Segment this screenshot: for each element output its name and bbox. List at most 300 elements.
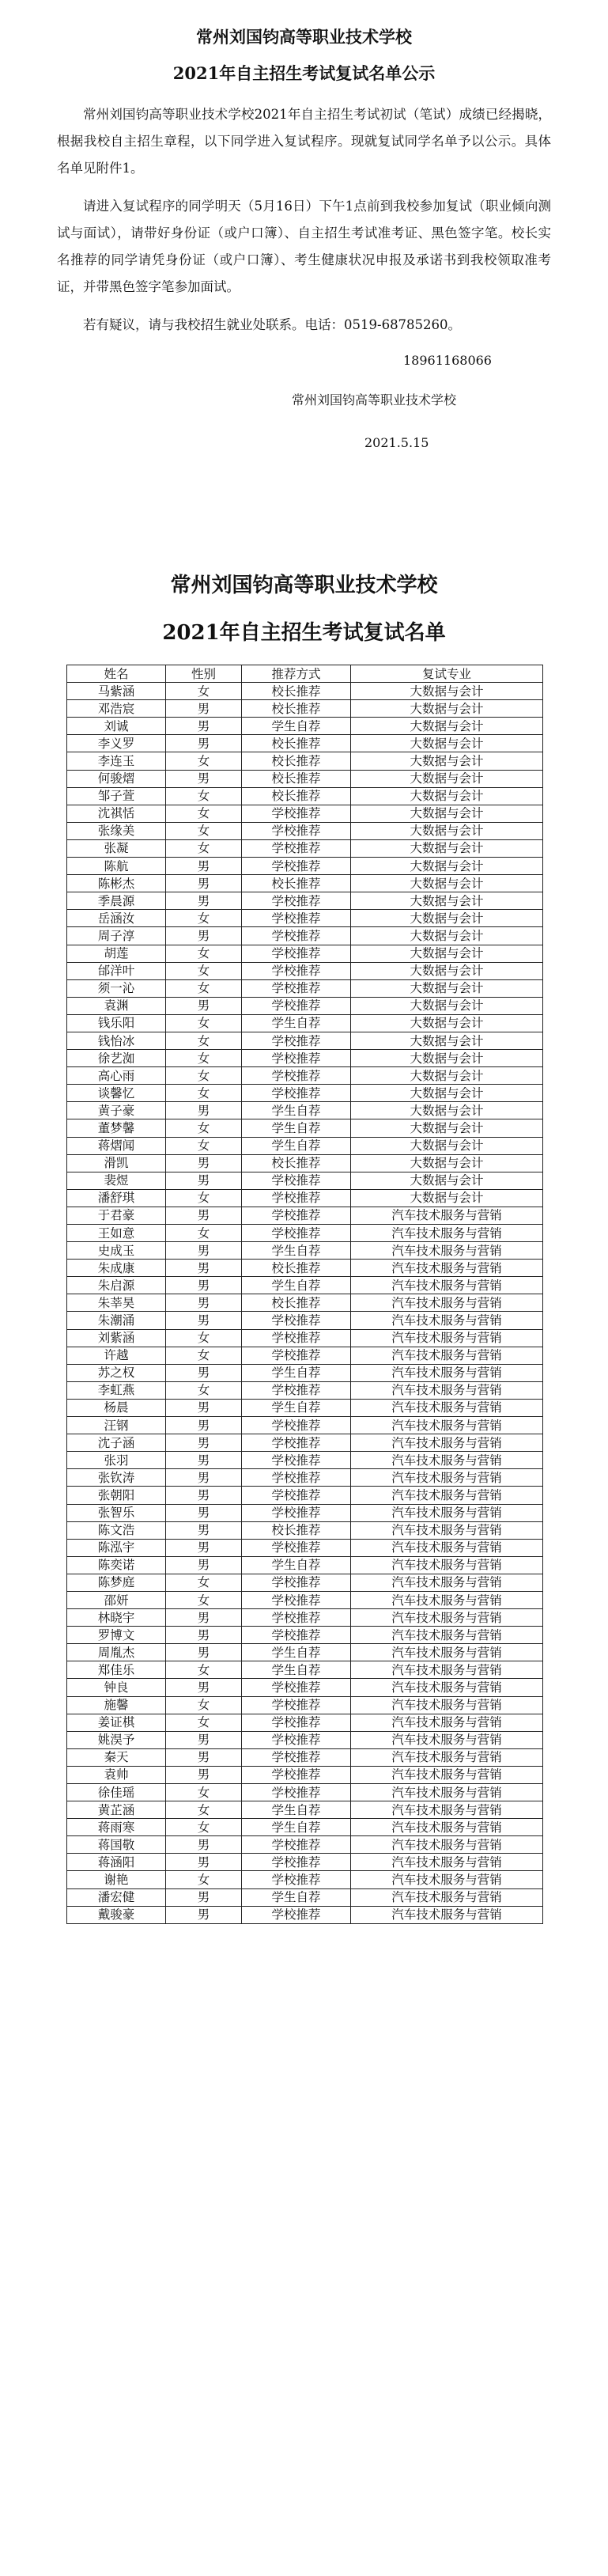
cell-recommendation: 学生自荐 xyxy=(242,1119,351,1137)
cell-gender: 男 xyxy=(166,1469,242,1487)
roster-table xyxy=(66,665,543,1924)
table-row xyxy=(67,1766,543,1783)
cell-name: 张智乐 xyxy=(67,1504,166,1521)
list-heading xyxy=(57,568,551,650)
cell-recommendation: 学校推荐 xyxy=(242,1085,351,1102)
cell-recommendation: 学校推荐 xyxy=(242,1504,351,1521)
cell-gender: 女 xyxy=(166,683,242,700)
notice-section xyxy=(57,24,551,457)
cell-recommendation: 校长推荐 xyxy=(242,735,351,752)
table-row xyxy=(67,1679,543,1696)
table-row xyxy=(67,1854,543,1871)
cell-major: 汽车技术服务与营销 xyxy=(351,1731,543,1748)
cell-major: 汽车技术服务与营销 xyxy=(351,1801,543,1819)
table-row xyxy=(67,1556,543,1574)
table-row xyxy=(67,1627,543,1644)
table-row xyxy=(67,979,543,997)
cell-recommendation: 学校推荐 xyxy=(242,1574,351,1591)
cell-name: 汪钢 xyxy=(67,1417,166,1434)
cell-major: 汽车技术服务与营销 xyxy=(351,1854,543,1871)
cell-name: 陈彬杰 xyxy=(67,875,166,892)
cell-major: 汽车技术服务与营销 xyxy=(351,1381,543,1399)
cell-gender: 男 xyxy=(166,927,242,945)
table-row xyxy=(67,1836,543,1854)
cell-name: 蒋国敬 xyxy=(67,1836,166,1854)
cell-name: 须一沁 xyxy=(67,979,166,997)
cell-gender: 女 xyxy=(166,1714,242,1731)
cell-major: 汽车技术服务与营销 xyxy=(351,1609,543,1627)
cell-major: 汽车技术服务与营销 xyxy=(351,1627,543,1644)
notice-date: 2021.5.15 xyxy=(364,435,429,450)
table-row xyxy=(67,1102,543,1119)
cell-major: 汽车技术服务与营销 xyxy=(351,1277,543,1294)
cell-name: 罗博文 xyxy=(67,1627,166,1644)
cell-name: 张朝阳 xyxy=(67,1487,166,1504)
cell-name: 邓浩宸 xyxy=(67,700,166,718)
cell-major: 大数据与会计 xyxy=(351,752,543,770)
cell-name: 许越 xyxy=(67,1347,166,1364)
cell-gender: 女 xyxy=(166,805,242,822)
cell-gender: 女 xyxy=(166,1014,242,1032)
cell-name: 马紫涵 xyxy=(67,683,166,700)
cell-gender: 男 xyxy=(166,1102,242,1119)
table-row xyxy=(67,1050,543,1067)
cell-name: 林晓宇 xyxy=(67,1609,166,1627)
header-name: 姓名 xyxy=(67,665,166,683)
table-row xyxy=(67,1067,543,1085)
table-row xyxy=(67,1364,543,1381)
cell-major: 汽车技术服务与营销 xyxy=(351,1574,543,1591)
table-row xyxy=(67,822,543,839)
notice-paragraph-3: 若有疑议，请与我校招生就业处联系。电话：0519-68785260。 xyxy=(83,317,462,332)
cell-gender: 女 xyxy=(166,910,242,927)
table-row xyxy=(67,1696,543,1714)
table-row xyxy=(67,1225,543,1242)
cell-name: 周胤杰 xyxy=(67,1644,166,1661)
cell-gender: 女 xyxy=(166,1329,242,1347)
cell-major: 汽车技术服务与营销 xyxy=(351,1347,543,1364)
table-row xyxy=(67,962,543,979)
cell-name: 朱莘昊 xyxy=(67,1294,166,1312)
cell-recommendation: 学校推荐 xyxy=(242,1836,351,1854)
table-row xyxy=(67,1277,543,1294)
cell-recommendation: 学校推荐 xyxy=(242,1591,351,1608)
table-row xyxy=(67,1714,543,1731)
cell-recommendation: 校长推荐 xyxy=(242,787,351,805)
cell-name: 钱怡冰 xyxy=(67,1032,166,1049)
cell-major: 大数据与会计 xyxy=(351,1154,543,1172)
cell-name: 朱启源 xyxy=(67,1277,166,1294)
table-row xyxy=(67,1888,543,1906)
table-row xyxy=(67,1207,543,1224)
cell-recommendation: 学校推荐 xyxy=(242,1714,351,1731)
cell-major: 汽车技术服务与营销 xyxy=(351,1207,543,1224)
cell-recommendation: 学生自荐 xyxy=(242,1819,351,1836)
table-row xyxy=(67,1661,543,1679)
cell-gender: 女 xyxy=(166,1574,242,1591)
table-row xyxy=(67,1644,543,1661)
cell-name: 周子淳 xyxy=(67,927,166,945)
cell-name: 李虹燕 xyxy=(67,1381,166,1399)
cell-major: 汽车技术服务与营销 xyxy=(351,1679,543,1696)
cell-major: 大数据与会计 xyxy=(351,945,543,962)
cell-recommendation: 学生自荐 xyxy=(242,1014,351,1032)
notice-paragraph-1: 常州刘国钧高等职业技术学校2021年自主招生考试初试（笔试）成绩已经揭晓，根据我校自主招生章程，以下同学进入复试程序。现就复试同学名单予以公示。具体名单见附件1。 xyxy=(57,107,551,176)
cell-major: 大数据与会计 xyxy=(351,1137,543,1154)
cell-recommendation: 校长推荐 xyxy=(242,700,351,718)
cell-recommendation: 学生自荐 xyxy=(242,1137,351,1154)
cell-major: 汽车技术服务与营销 xyxy=(351,1539,543,1556)
cell-name: 朱成康 xyxy=(67,1260,166,1277)
cell-recommendation: 学校推荐 xyxy=(242,1207,351,1224)
cell-name: 张钦涛 xyxy=(67,1469,166,1487)
cell-gender: 女 xyxy=(166,1871,242,1888)
cell-gender: 女 xyxy=(166,822,242,839)
cell-recommendation: 学校推荐 xyxy=(242,858,351,875)
table-row xyxy=(67,700,543,718)
cell-name: 钱乐阳 xyxy=(67,1014,166,1032)
cell-gender: 女 xyxy=(166,1050,242,1067)
cell-name: 岳涵汝 xyxy=(67,910,166,927)
cell-gender: 女 xyxy=(166,839,242,857)
cell-name: 滑凯 xyxy=(67,1154,166,1172)
cell-gender: 男 xyxy=(166,1434,242,1452)
cell-major: 大数据与会计 xyxy=(351,892,543,910)
cell-major: 汽车技术服务与营销 xyxy=(351,1260,543,1277)
cell-name: 刘紫涵 xyxy=(67,1329,166,1347)
cell-recommendation: 学生自荐 xyxy=(242,1888,351,1906)
cell-name: 李连玉 xyxy=(67,752,166,770)
cell-gender: 男 xyxy=(166,1854,242,1871)
cell-name: 邵妍 xyxy=(67,1591,166,1608)
cell-gender: 男 xyxy=(166,718,242,735)
cell-recommendation: 学校推荐 xyxy=(242,1871,351,1888)
table-row xyxy=(67,1347,543,1364)
cell-major: 大数据与会计 xyxy=(351,962,543,979)
cell-recommendation: 学生自荐 xyxy=(242,1277,351,1294)
cell-gender: 男 xyxy=(166,1731,242,1748)
table-row xyxy=(67,1731,543,1748)
cell-major: 汽车技术服务与营销 xyxy=(351,1906,543,1923)
cell-recommendation: 学生自荐 xyxy=(242,1801,351,1819)
cell-gender: 男 xyxy=(166,1556,242,1574)
cell-gender: 男 xyxy=(166,1906,242,1923)
cell-recommendation: 校长推荐 xyxy=(242,1521,351,1539)
cell-gender: 男 xyxy=(166,875,242,892)
cell-gender: 男 xyxy=(166,997,242,1014)
cell-recommendation: 学校推荐 xyxy=(242,1627,351,1644)
cell-major: 汽车技术服务与营销 xyxy=(351,1417,543,1434)
cell-major: 大数据与会计 xyxy=(351,1032,543,1049)
cell-major: 大数据与会计 xyxy=(351,1014,543,1032)
cell-gender: 男 xyxy=(166,1644,242,1661)
cell-gender: 女 xyxy=(166,1137,242,1154)
table-row xyxy=(67,1399,543,1416)
cell-major: 大数据与会计 xyxy=(351,1189,543,1207)
cell-gender: 男 xyxy=(166,1766,242,1783)
cell-major: 汽车技术服务与营销 xyxy=(351,1696,543,1714)
cell-recommendation: 学校推荐 xyxy=(242,1381,351,1399)
cell-name: 张缘美 xyxy=(67,822,166,839)
cell-name: 施馨 xyxy=(67,1696,166,1714)
cell-name: 蒋涵阳 xyxy=(67,1854,166,1871)
table-row xyxy=(67,770,543,787)
table-row xyxy=(67,735,543,752)
cell-name: 杨晨 xyxy=(67,1399,166,1416)
cell-major: 大数据与会计 xyxy=(351,997,543,1014)
notice-signature: 常州刘国钧高等职业技术学校 xyxy=(292,392,457,407)
cell-gender: 男 xyxy=(166,1504,242,1521)
cell-gender: 男 xyxy=(166,1172,242,1189)
cell-recommendation: 学校推荐 xyxy=(242,1452,351,1469)
cell-major: 大数据与会计 xyxy=(351,1067,543,1085)
cell-gender: 女 xyxy=(166,979,242,997)
cell-recommendation: 学校推荐 xyxy=(242,805,351,822)
cell-recommendation: 学校推荐 xyxy=(242,1784,351,1801)
table-row xyxy=(67,927,543,945)
table-row xyxy=(67,1748,543,1766)
cell-gender: 男 xyxy=(166,1521,242,1539)
cell-recommendation: 校长推荐 xyxy=(242,683,351,700)
cell-gender: 男 xyxy=(166,1539,242,1556)
table-row xyxy=(67,1504,543,1521)
cell-major: 汽车技术服务与营销 xyxy=(351,1748,543,1766)
cell-major: 汽车技术服务与营销 xyxy=(351,1521,543,1539)
cell-name: 张羽 xyxy=(67,1452,166,1469)
cell-major: 汽车技术服务与营销 xyxy=(351,1556,543,1574)
notice-title: 常州刘国钧高等职业技术学校 xyxy=(196,27,412,47)
cell-name: 谈馨忆 xyxy=(67,1085,166,1102)
table-row xyxy=(67,1329,543,1347)
cell-name: 蒋熠闻 xyxy=(67,1137,166,1154)
cell-name: 潘舒琪 xyxy=(67,1189,166,1207)
cell-gender: 男 xyxy=(166,1679,242,1696)
cell-name: 蒋雨寒 xyxy=(67,1819,166,1836)
cell-major: 大数据与会计 xyxy=(351,1102,543,1119)
cell-major: 大数据与会计 xyxy=(351,735,543,752)
cell-major: 汽车技术服务与营销 xyxy=(351,1644,543,1661)
cell-major: 汽车技术服务与营销 xyxy=(351,1836,543,1854)
table-row xyxy=(67,1189,543,1207)
cell-name: 沈子涵 xyxy=(67,1434,166,1452)
cell-gender: 男 xyxy=(166,1417,242,1434)
cell-name: 高心雨 xyxy=(67,1067,166,1085)
cell-major: 汽车技术服务与营销 xyxy=(351,1452,543,1469)
header-major: 复试专业 xyxy=(351,665,543,683)
table-row xyxy=(67,910,543,927)
table-row xyxy=(67,1381,543,1399)
cell-gender: 女 xyxy=(166,1381,242,1399)
cell-name: 黄芷涵 xyxy=(67,1801,166,1819)
cell-gender: 女 xyxy=(166,1085,242,1102)
cell-recommendation: 校长推荐 xyxy=(242,752,351,770)
cell-gender: 男 xyxy=(166,1312,242,1329)
cell-gender: 女 xyxy=(166,1801,242,1819)
cell-major: 汽车技术服务与营销 xyxy=(351,1888,543,1906)
table-row xyxy=(67,839,543,857)
cell-recommendation: 学校推荐 xyxy=(242,1539,351,1556)
cell-gender: 男 xyxy=(166,700,242,718)
cell-gender: 男 xyxy=(166,1277,242,1294)
cell-recommendation: 学校推荐 xyxy=(242,1189,351,1207)
cell-name: 袁渊 xyxy=(67,997,166,1014)
cell-name: 于君豪 xyxy=(67,1207,166,1224)
cell-major: 大数据与会计 xyxy=(351,805,543,822)
table-row xyxy=(67,1294,543,1312)
table-row xyxy=(67,875,543,892)
cell-gender: 男 xyxy=(166,1154,242,1172)
cell-gender: 女 xyxy=(166,1347,242,1364)
cell-gender: 男 xyxy=(166,735,242,752)
header-gender: 性别 xyxy=(166,665,242,683)
cell-recommendation: 学校推荐 xyxy=(242,1696,351,1714)
cell-gender: 女 xyxy=(166,1819,242,1836)
cell-name: 陈泓宇 xyxy=(67,1539,166,1556)
table-row xyxy=(67,1469,543,1487)
table-row xyxy=(67,997,543,1014)
table-row xyxy=(67,1784,543,1801)
cell-name: 王如意 xyxy=(67,1225,166,1242)
cell-gender: 男 xyxy=(166,858,242,875)
cell-name: 袁帅 xyxy=(67,1766,166,1783)
table-row xyxy=(67,683,543,700)
cell-gender: 女 xyxy=(166,1032,242,1049)
cell-name: 陈文浩 xyxy=(67,1521,166,1539)
cell-recommendation: 学校推荐 xyxy=(242,1748,351,1766)
cell-gender: 女 xyxy=(166,787,242,805)
cell-gender: 男 xyxy=(166,1452,242,1469)
cell-name: 董梦馨 xyxy=(67,1119,166,1137)
cell-recommendation: 学校推荐 xyxy=(242,892,351,910)
cell-major: 大数据与会计 xyxy=(351,787,543,805)
list-subtitle: 2021年自主招生考试复试名单 xyxy=(162,621,446,645)
cell-gender: 女 xyxy=(166,1784,242,1801)
cell-major: 汽车技术服务与营销 xyxy=(351,1819,543,1836)
cell-name: 戴骏豪 xyxy=(67,1906,166,1923)
cell-major: 汽车技术服务与营销 xyxy=(351,1469,543,1487)
cell-gender: 女 xyxy=(166,1696,242,1714)
cell-name: 秦天 xyxy=(67,1748,166,1766)
cell-recommendation: 学校推荐 xyxy=(242,997,351,1014)
cell-name: 谢艳 xyxy=(67,1871,166,1888)
notice-paragraph-2: 请进入复试程序的同学明天（5月16日）下午1点前到我校参加复试（职业倾向测试与面试），请带好身份证（或户口簿）、自主招生考试准考证、黑色签字笔。校长实名推荐的同学请凭身份证（或户口簿）、考生健康状况申报及承诺书到我校领取准考证，并带黑色签字笔参加面试。 xyxy=(57,199,551,294)
table-row xyxy=(67,1260,543,1277)
cell-gender: 男 xyxy=(166,1748,242,1766)
notice-phone-2: 18961168066 xyxy=(403,353,492,368)
cell-gender: 男 xyxy=(166,1627,242,1644)
table-row xyxy=(67,1119,543,1137)
cell-gender: 男 xyxy=(166,1260,242,1277)
cell-recommendation: 学校推荐 xyxy=(242,1609,351,1627)
cell-name: 陈梦庭 xyxy=(67,1574,166,1591)
table-row xyxy=(67,892,543,910)
cell-recommendation: 学校推荐 xyxy=(242,1050,351,1067)
table-row xyxy=(67,1312,543,1329)
cell-major: 大数据与会计 xyxy=(351,683,543,700)
cell-name: 徐艺洳 xyxy=(67,1050,166,1067)
table-row xyxy=(67,1172,543,1189)
cell-recommendation: 学校推荐 xyxy=(242,1032,351,1049)
cell-recommendation: 学校推荐 xyxy=(242,1906,351,1923)
cell-gender: 女 xyxy=(166,945,242,962)
cell-recommendation: 学校推荐 xyxy=(242,822,351,839)
notice-subtitle: 2021年自主招生考试复试名单公示 xyxy=(172,63,436,83)
cell-recommendation: 学校推荐 xyxy=(242,1854,351,1871)
table-row xyxy=(67,1434,543,1452)
cell-gender: 男 xyxy=(166,1609,242,1627)
cell-name: 朱潮涌 xyxy=(67,1312,166,1329)
cell-name: 苏之权 xyxy=(67,1364,166,1381)
cell-major: 汽车技术服务与营销 xyxy=(351,1784,543,1801)
cell-gender: 女 xyxy=(166,1591,242,1608)
cell-major: 汽车技术服务与营销 xyxy=(351,1766,543,1783)
cell-gender: 男 xyxy=(166,770,242,787)
cell-name: 胡莲 xyxy=(67,945,166,962)
table-row xyxy=(67,752,543,770)
table-row xyxy=(67,1801,543,1819)
cell-gender: 男 xyxy=(166,1242,242,1260)
table-row xyxy=(67,1417,543,1434)
cell-major: 汽车技术服务与营销 xyxy=(351,1312,543,1329)
cell-recommendation: 学校推荐 xyxy=(242,1766,351,1783)
header-recommendation: 推荐方式 xyxy=(242,665,351,683)
cell-recommendation: 学生自荐 xyxy=(242,718,351,735)
cell-major: 大数据与会计 xyxy=(351,1085,543,1102)
cell-major: 汽车技术服务与营销 xyxy=(351,1399,543,1416)
cell-recommendation: 学生自荐 xyxy=(242,1556,351,1574)
cell-major: 大数据与会计 xyxy=(351,1050,543,1067)
cell-name: 史成玉 xyxy=(67,1242,166,1260)
cell-recommendation: 学校推荐 xyxy=(242,1312,351,1329)
cell-name: 姜证棋 xyxy=(67,1714,166,1731)
cell-recommendation: 学校推荐 xyxy=(242,1347,351,1364)
cell-major: 大数据与会计 xyxy=(351,1172,543,1189)
roster-body xyxy=(67,683,543,1924)
cell-recommendation: 学校推荐 xyxy=(242,1329,351,1347)
table-row xyxy=(67,1137,543,1154)
cell-recommendation: 学校推荐 xyxy=(242,1731,351,1748)
cell-name: 陈航 xyxy=(67,858,166,875)
cell-name: 徐佳瑶 xyxy=(67,1784,166,1801)
cell-gender: 女 xyxy=(166,1225,242,1242)
cell-recommendation: 学校推荐 xyxy=(242,1172,351,1189)
cell-gender: 男 xyxy=(166,1487,242,1504)
cell-name: 李义罗 xyxy=(67,735,166,752)
table-header-row xyxy=(67,665,543,683)
cell-gender: 女 xyxy=(166,752,242,770)
cell-gender: 男 xyxy=(166,1207,242,1224)
cell-name: 刘诚 xyxy=(67,718,166,735)
cell-major: 大数据与会计 xyxy=(351,822,543,839)
table-row xyxy=(67,1819,543,1836)
cell-gender: 女 xyxy=(166,1189,242,1207)
cell-major: 汽车技术服务与营销 xyxy=(351,1714,543,1731)
table-row xyxy=(67,1906,543,1923)
cell-name: 何骏熠 xyxy=(67,770,166,787)
cell-gender: 女 xyxy=(166,962,242,979)
cell-name: 沈祺恬 xyxy=(67,805,166,822)
table-row xyxy=(67,1539,543,1556)
cell-recommendation: 校长推荐 xyxy=(242,1260,351,1277)
cell-recommendation: 学生自荐 xyxy=(242,1399,351,1416)
table-row xyxy=(67,1591,543,1608)
table-row xyxy=(67,787,543,805)
cell-recommendation: 学校推荐 xyxy=(242,1417,351,1434)
cell-major: 汽车技术服务与营销 xyxy=(351,1661,543,1679)
cell-name: 潘宏健 xyxy=(67,1888,166,1906)
cell-name: 黄子豪 xyxy=(67,1102,166,1119)
table-row xyxy=(67,1574,543,1591)
